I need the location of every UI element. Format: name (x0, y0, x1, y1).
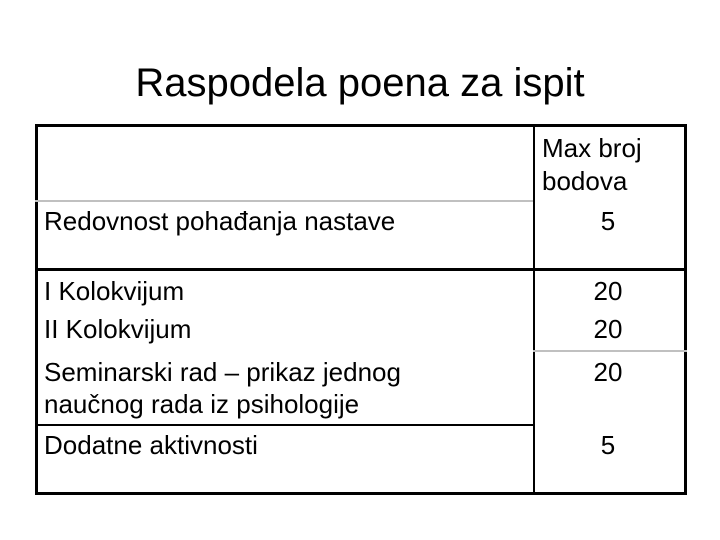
row-label-colloquium-1: I Kolokvijum (44, 276, 185, 306)
table-border-right (684, 124, 687, 495)
row-label-colloquium-2: II Kolokvijum (44, 314, 192, 344)
row-points-colloquium-1: 20 (593, 276, 623, 306)
row-points-additional: 5 (600, 430, 616, 460)
row-points-attendance: 5 (600, 206, 616, 236)
row-points-seminar: 20 (593, 357, 623, 387)
header-max-points-line2: bodova (542, 166, 628, 196)
row-points-colloquium-2: 20 (593, 314, 623, 344)
row-label-additional: Dodatne aktivnosti (44, 430, 258, 460)
row-label-seminar-line1: Seminarski rad – prikaz jednog (44, 357, 401, 387)
row-divider (35, 200, 533, 202)
column-divider (533, 124, 535, 495)
row-divider (533, 350, 687, 352)
table-border-top (35, 124, 687, 127)
row-divider (35, 424, 533, 426)
row-label-attendance: Redovnost pohađanja nastave (44, 206, 396, 236)
row-label-seminar-line2: naučnog rada iz psihologije (44, 389, 360, 419)
header-max-points-line1: Max broj (542, 133, 642, 163)
table-border-bottom (35, 492, 687, 495)
slide-title: Raspodela poena za ispit (135, 61, 585, 105)
table-border-left (35, 124, 38, 495)
row-divider (35, 268, 687, 271)
